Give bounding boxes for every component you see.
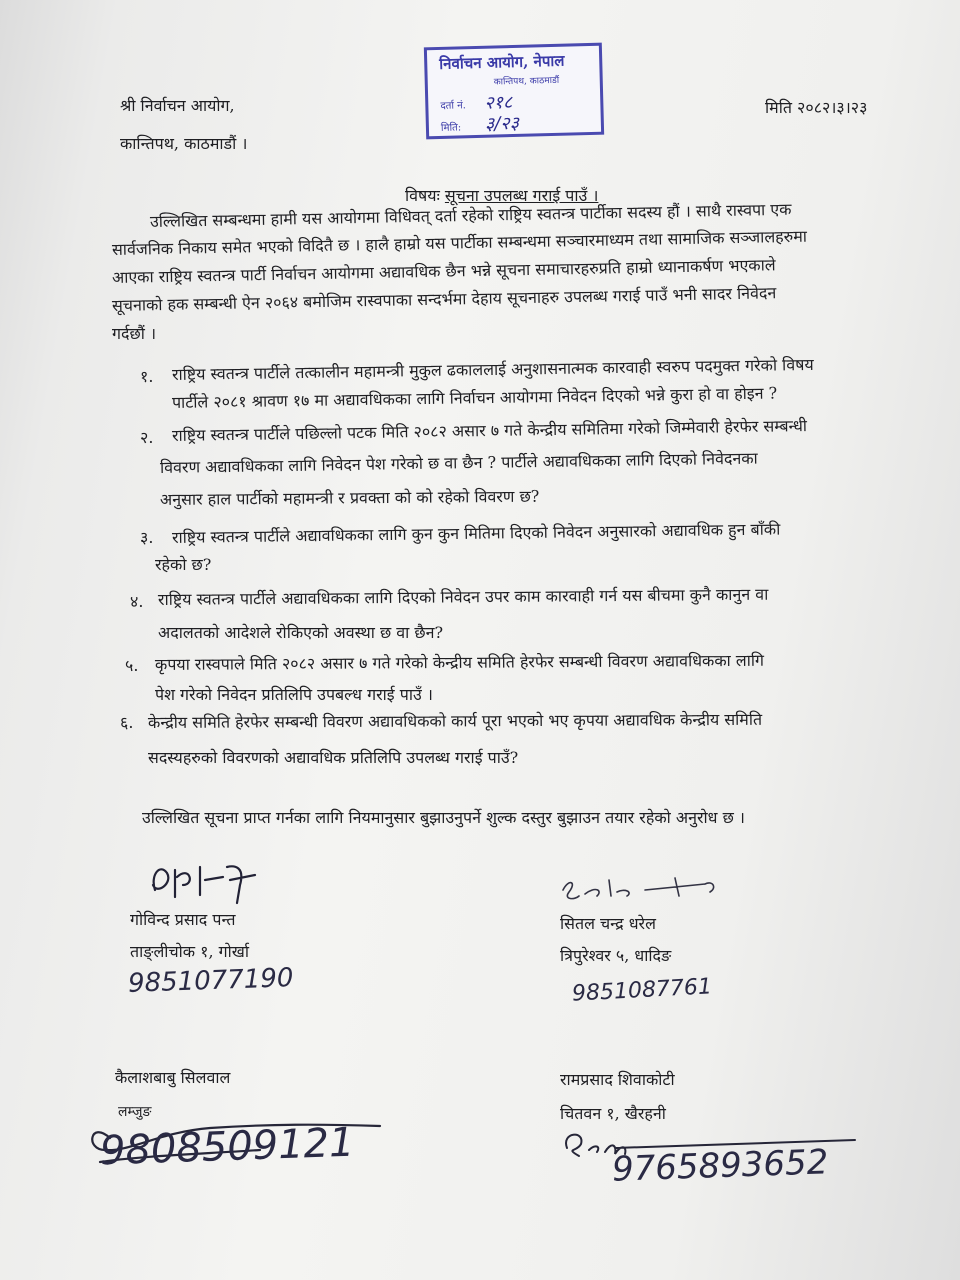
item-number: ३. bbox=[140, 528, 154, 547]
item-line: सदस्यहरुको विवरणको अद्यावधिक प्रतिलिपि उपलब्ध गराई पाउँ? bbox=[148, 748, 519, 767]
signatory-3-address: लम्जुङ bbox=[118, 1104, 152, 1120]
item-line: पेश गरेको निवेदन प्रतिलिपि उपबल्ध गराई पाउँ । bbox=[155, 685, 433, 704]
addressee-line1: श्री निर्वाचन आयोग, bbox=[120, 96, 235, 115]
signatory-1-phone: 9851077190 bbox=[127, 963, 294, 999]
signatory-4-phone: 9765893652 bbox=[611, 1142, 829, 1190]
signatory-3-phone: 9808509121 bbox=[99, 1119, 356, 1175]
item-line: विवरण अद्यावधिकका लागि निवेदन पेश गरेको छ वा छैन ? पार्टीले अद्यावधिकका लागि दिएको निवेदनका bbox=[159, 448, 758, 477]
signatory-2-name: सितल चन्द्र धरेल bbox=[560, 914, 656, 933]
stamp-title: निर्वाचन आयोग, नेपाल bbox=[439, 51, 565, 73]
addressee-line2: कान्तिपथ, काठमाडौं । bbox=[120, 134, 248, 153]
signature-1 bbox=[145, 855, 295, 910]
signature-2 bbox=[555, 870, 725, 910]
intro-line: सूचनाको हक सम्बन्धी ऐन २०६४ बमोजिम रास्वपाका सन्दर्भमा देहाय सूचनाहरु उपलब्ध गराई पाउँ भनी सादर निवेदन bbox=[111, 283, 777, 315]
stamp-miti-value: ३/२३ bbox=[484, 112, 520, 135]
stamp-miti-label: मिति: bbox=[440, 122, 462, 134]
item-number: २. bbox=[140, 428, 154, 447]
registration-stamp bbox=[424, 43, 604, 140]
signatory-2-address: त्रिपुरेश्वर ५, धादिङ bbox=[560, 946, 672, 965]
item-number: १. bbox=[140, 367, 154, 386]
item-line: केन्द्रीय समिति हेरफेर सम्बन्धी विवरण अद्यावधिकको कार्य पूरा भएको भए कृपया अद्यावधिक केन्द्रीय समिति bbox=[147, 709, 763, 732]
intro-line: सार्वजनिक निकाय समेत भएको विदितै छ । हालै हाम्रो यस पार्टीका सम्बन्धमा सञ्चारमाध्यम तथा सामाजिक सञ्जालहरुमा bbox=[111, 226, 808, 259]
closing-request: उल्लिखित सूचना प्राप्त गर्नका लागि नियमानुसार बुझाउनुपर्ने शुल्क दस्तुर बुझाउन तयार रहेको अनुरोध छ । bbox=[142, 808, 745, 827]
item-line: राष्ट्रिय स्वतन्त्र पार्टीले अद्यावधिकका लागि दिएको निवेदन उपर काम कारवाही गर्न यस बीचमा कुनै कानुन वा bbox=[157, 584, 769, 609]
signatory-3-name: कैलाशबाबु सिलवाल bbox=[115, 1068, 231, 1087]
item-line: अनुसार हाल पार्टीको महामन्त्री र प्रवक्ता को को रहेको विवरण छ? bbox=[159, 486, 540, 509]
item-line: राष्ट्रिय स्वतन्त्र पार्टीले अद्यावधिकका लागि कुन कुन मितिमा दिएको निवेदन अनुसारको अद्यावधिक हुन बाँकी bbox=[171, 519, 781, 547]
intro-line: गर्दछौं । bbox=[112, 324, 157, 343]
stamp-darta-label: दर्ता नं. bbox=[440, 100, 467, 112]
item-number: ५. bbox=[125, 656, 139, 675]
stamp-darta-value: २१८ bbox=[484, 92, 513, 114]
signatory-1-address: ताङ्लीचोक १, गोर्खा bbox=[130, 942, 250, 961]
intro-line: आएका राष्ट्रिय स्वतन्त्र पार्टी निर्वाचन आयोगमा अद्यावधिक छैन भन्ने सूचना समाचारहरुप्रति हाम्रो ध्यानाकर्षण भएकाले bbox=[111, 255, 776, 287]
item-number: ६. bbox=[120, 713, 134, 732]
item-line: राष्ट्रिय स्वतन्त्र पार्टीले पछिल्लो पटक मिति २०८२ असार ७ गते केन्द्रीय समितिमा गरेको जिम्मेवारी हेरफेर सम्बन्धी bbox=[171, 416, 808, 445]
item-line: रहेको छ? bbox=[155, 555, 212, 574]
stamp-subtitle: कान्तिपथ, काठमाडौं bbox=[493, 75, 560, 88]
item-line: अदालतको आदेशले रोकिएको अवस्था छ वा छैन? bbox=[158, 623, 444, 642]
signatory-4-name: रामप्रसाद शिवाकोटी bbox=[560, 1070, 675, 1089]
subject-text: सूचना उपलब्ध गराई पाउँ । bbox=[444, 186, 599, 205]
letter-date: मिति २०८२।३।२३ bbox=[765, 98, 868, 117]
intro-line: उल्लिखित सम्बन्धमा हामी यस आयोगमा विधिवत् दर्ता रहेको राष्ट्रिय स्वतन्त्र पार्टीका सदस्य हौं । साथै रास्वपा एक bbox=[149, 199, 792, 231]
signatory-2-phone: 9851087761 bbox=[571, 974, 713, 1007]
item-number: ४. bbox=[130, 592, 144, 611]
signatory-4-address: चितवन १, खैरहनी bbox=[560, 1104, 666, 1123]
item-line: कृपया रास्वपाले मिति २०८२ असार ७ गते गरेको केन्द्रीय समिति हेरफेर सम्बन्धी विवरण अद्यावधिकका लागि bbox=[154, 650, 765, 674]
item-line: पार्टीले २०८१ श्रावण १७ मा अद्यावधिकका लागि निर्वाचन आयोगमा निवेदन दिएको भन्ने कुरा हो वा होइन ? bbox=[171, 383, 778, 412]
subject-label: विषयः bbox=[405, 186, 440, 205]
signatory-1-name: गोविन्द प्रसाद पन्त bbox=[130, 910, 236, 929]
item-line: राष्ट्रिय स्वतन्त्र पार्टीले तत्कालीन महामन्त्री मुकुल ढकाललाई अनुशासनात्मक कारवाही स्वरुप पदमुक्त गरेको विषय bbox=[171, 354, 814, 384]
